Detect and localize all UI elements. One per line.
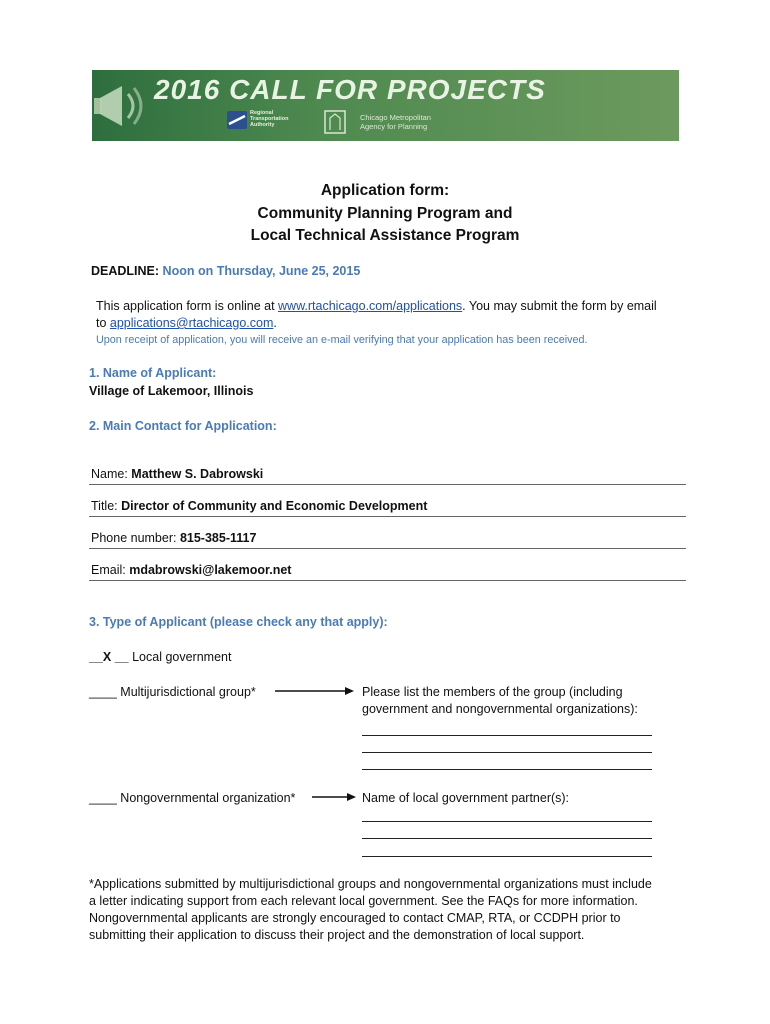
footnote-line: submitting their application to discuss their project and the demonstration of local support.: [89, 928, 585, 942]
footnote-line: Nongovernmental applicants are strongly encouraged to contact CMAP, RTA, or CCDPH prior to: [89, 911, 621, 925]
contact-name-label: Name:: [91, 467, 132, 481]
intro-text-2: . You may submit the form by email: [462, 299, 657, 313]
footnote: [89, 876, 689, 944]
heading-line-3: Local Technical Assistance Program: [250, 227, 520, 244]
contact-title-value: Director of Community and Economic Development: [121, 499, 428, 513]
option-nongovernmental[interactable]: [89, 791, 295, 805]
partner-entry-line[interactable]: [362, 856, 652, 857]
member-entry-line[interactable]: [362, 735, 652, 736]
contact-phone-value: 815-385-1117: [179, 531, 257, 545]
multijurisdictional-prompt-2: government and nongovernmental organizations):: [362, 702, 638, 716]
megaphone-icon: [92, 76, 152, 136]
local-government-checkmark: __X __: [89, 650, 129, 664]
deadline-label: DEADLINE:: [91, 264, 160, 278]
contact-email-underline: [89, 580, 686, 581]
banner-title: 2016 CALL FOR PROJECTS: [154, 74, 546, 105]
partner-entry-line[interactable]: [362, 821, 652, 822]
deadline-line: [91, 264, 360, 278]
heading-line-1: Application form:: [320, 182, 450, 199]
intro-text-3: to: [96, 316, 110, 330]
form-heading: [0, 180, 770, 248]
multijurisdictional-arrow-icon: [275, 686, 355, 696]
contact-phone-underline: [89, 548, 686, 549]
option-local-government[interactable]: [89, 650, 231, 664]
partner-entry-line[interactable]: [362, 838, 652, 839]
member-entry-line[interactable]: [362, 769, 652, 770]
nongovernmental-prompt: Name of local government partner(s):: [362, 791, 570, 805]
contact-title-underline: [89, 516, 686, 517]
footnote-line: *Applications submitted by multijurisdictional groups and nongovernmental organizations must include: [89, 877, 652, 891]
rta-name: Regional Transportation Authority: [250, 110, 289, 128]
nongovernmental-arrow-icon: [312, 792, 357, 802]
contact-phone-label: Phone number:: [91, 531, 180, 545]
multijurisdictional-label: Multijurisdictional group*: [116, 685, 256, 699]
contact-name-value: Matthew S. Dabrowski: [131, 467, 264, 481]
section-3-label: 3. Type of Applicant (please check any that apply):: [89, 615, 388, 629]
applications-email-link[interactable]: applications@rtachicago.com: [109, 316, 274, 330]
contact-phone-field: [91, 531, 256, 545]
intro-line-2: [96, 316, 277, 330]
intro-text-4: .: [273, 316, 277, 330]
cmap-name: Chicago Metropolitan Agency for Planning: [360, 113, 431, 131]
applicant-name-value: Village of Lakemoor, Illinois: [89, 384, 254, 398]
contact-title-label: Title:: [91, 499, 122, 513]
heading-line-2: Community Planning Program and: [257, 204, 513, 222]
section-2-label: 2. Main Contact for Application:: [89, 419, 277, 433]
call-for-projects-banner: [92, 70, 679, 141]
receipt-note: Upon receipt of application, you will receive an e-mail verifying that your application has been received.: [96, 334, 588, 346]
intro-text-1: This application form is online at: [96, 299, 279, 313]
multijurisdictional-blank: ____: [89, 685, 117, 699]
local-government-label: Local government: [128, 650, 232, 664]
contact-email-value: mdabrowski@lakemoor.net: [129, 563, 292, 577]
footnote-line: a letter indicating support from each relevant local government. See the FAQs for more information.: [89, 894, 638, 908]
contact-title-field: [91, 499, 427, 513]
contact-email-field: [91, 563, 291, 577]
nongovernmental-label: Nongovernmental organization*: [116, 791, 296, 805]
contact-name-underline: [89, 484, 686, 485]
rta-logo-icon: [227, 111, 247, 129]
section-1-label: 1. Name of Applicant:: [89, 366, 217, 380]
applications-url-link[interactable]: www.rtachicago.com/applications: [278, 299, 463, 313]
option-multijurisdictional[interactable]: [89, 685, 256, 699]
intro-line-1: [96, 299, 657, 313]
nongovernmental-blank: ____: [89, 791, 117, 805]
deadline-value: Noon on Thursday, June 25, 2015: [162, 264, 361, 278]
contact-email-label: Email:: [91, 563, 130, 577]
contact-name-field: [91, 467, 263, 481]
member-entry-line[interactable]: [362, 752, 652, 753]
multijurisdictional-prompt-1: Please list the members of the group (including: [362, 685, 623, 699]
cmap-logo-icon: [324, 110, 346, 134]
